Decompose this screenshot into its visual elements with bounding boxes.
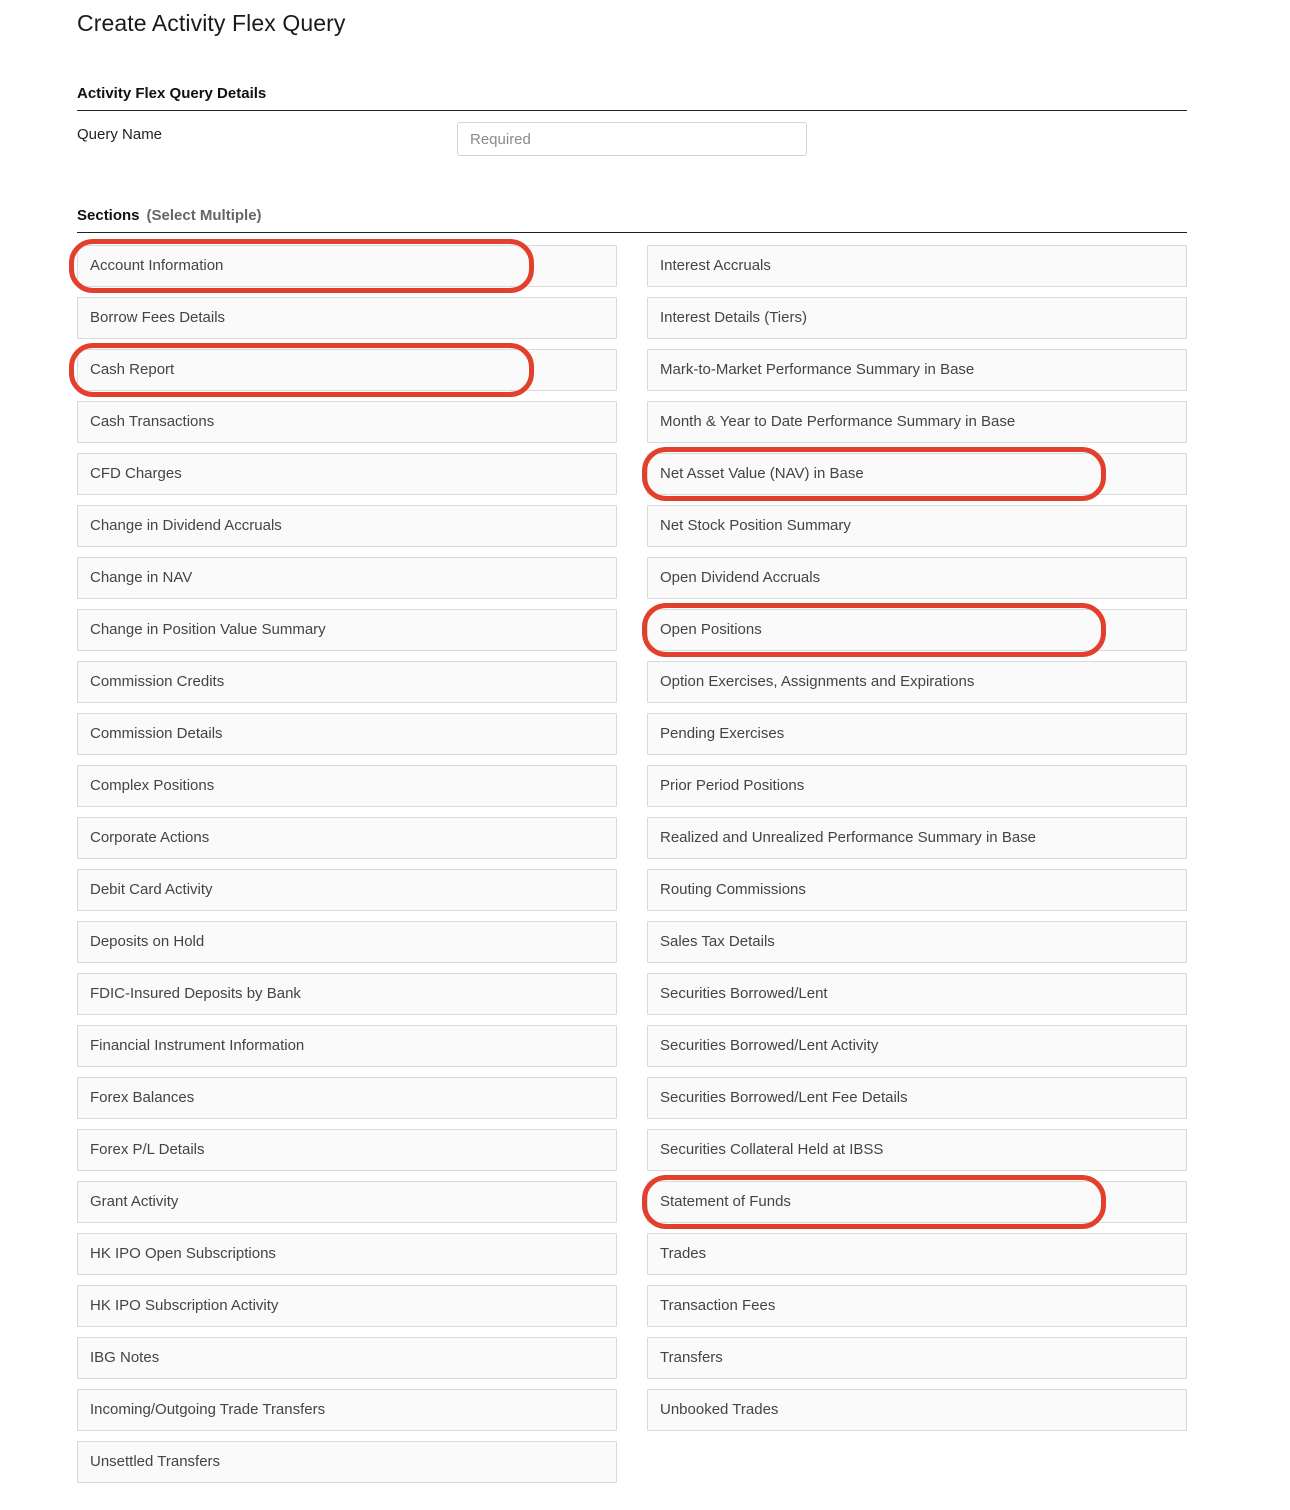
section-option-transfers[interactable]: Transfers bbox=[647, 1337, 1187, 1379]
section-option-grant-activity[interactable]: Grant Activity bbox=[77, 1181, 617, 1223]
section-option-sales-tax-details[interactable]: Sales Tax Details bbox=[647, 921, 1187, 963]
section-option-securities-borrowed-lent-activity[interactable]: Securities Borrowed/Lent Activity bbox=[647, 1025, 1187, 1067]
section-option-debit-card-activity[interactable]: Debit Card Activity bbox=[77, 869, 617, 911]
section-option-cash-transactions[interactable]: Cash Transactions bbox=[77, 401, 617, 443]
section-option-statement-of-funds[interactable]: Statement of Funds bbox=[647, 1181, 1187, 1223]
details-header-label: Activity Flex Query Details bbox=[77, 85, 267, 102]
section-option-securities-borrowed-lent-fee-details[interactable]: Securities Borrowed/Lent Fee Details bbox=[647, 1077, 1187, 1119]
section-option-open-dividend-accruals[interactable]: Open Dividend Accruals bbox=[647, 557, 1187, 599]
select-multiple-hint: (Select Multiple) bbox=[146, 207, 262, 224]
section-option-deposits-on-hold[interactable]: Deposits on Hold bbox=[77, 921, 617, 963]
sections-header-label: Sections bbox=[77, 207, 140, 224]
section-option-net-stock-position-summary[interactable]: Net Stock Position Summary bbox=[647, 505, 1187, 547]
section-option-routing-commissions[interactable]: Routing Commissions bbox=[647, 869, 1187, 911]
query-name-input[interactable] bbox=[457, 122, 807, 156]
section-option-complex-positions[interactable]: Complex Positions bbox=[77, 765, 617, 807]
section-option-forex-balances[interactable]: Forex Balances bbox=[77, 1077, 617, 1119]
sections-header bbox=[77, 207, 1187, 233]
section-option-interest-details-tiers[interactable]: Interest Details (Tiers) bbox=[647, 297, 1187, 339]
section-option-hk-ipo-subscription-activity[interactable]: HK IPO Subscription Activity bbox=[77, 1285, 617, 1327]
details-section-header bbox=[77, 85, 1187, 111]
section-option-cash-report[interactable]: Cash Report bbox=[77, 349, 617, 391]
section-option-unbooked-trades[interactable]: Unbooked Trades bbox=[647, 1389, 1187, 1431]
section-option-forex-p-l-details[interactable]: Forex P/L Details bbox=[77, 1129, 617, 1171]
section-option-change-in-dividend-accruals[interactable]: Change in Dividend Accruals bbox=[77, 505, 617, 547]
section-option-open-positions[interactable]: Open Positions bbox=[647, 609, 1187, 651]
section-option-securities-borrowed-lent[interactable]: Securities Borrowed/Lent bbox=[647, 973, 1187, 1015]
section-option-incoming-outgoing-trade-transfers[interactable]: Incoming/Outgoing Trade Transfers bbox=[77, 1389, 617, 1431]
section-option-change-in-position-value-summary[interactable]: Change in Position Value Summary bbox=[77, 609, 617, 651]
query-name-label: Query Name bbox=[77, 126, 163, 143]
section-option-ibg-notes[interactable]: IBG Notes bbox=[77, 1337, 617, 1379]
section-option-hk-ipo-open-subscriptions[interactable]: HK IPO Open Subscriptions bbox=[77, 1233, 617, 1275]
section-option-realized-and-unrealized-performance-summary-in-base[interactable]: Realized and Unrealized Performance Summary in Base bbox=[647, 817, 1187, 859]
page-title: Create Activity Flex Query bbox=[77, 10, 346, 36]
section-option-financial-instrument-information[interactable]: Financial Instrument Information bbox=[77, 1025, 617, 1067]
section-option-trades[interactable]: Trades bbox=[647, 1233, 1187, 1275]
sections-left-column bbox=[77, 245, 617, 1493]
section-option-option-exercises-assignments-and-expirations[interactable]: Option Exercises, Assignments and Expirations bbox=[647, 661, 1187, 703]
section-option-corporate-actions[interactable]: Corporate Actions bbox=[77, 817, 617, 859]
section-option-cfd-charges[interactable]: CFD Charges bbox=[77, 453, 617, 495]
section-option-commission-credits[interactable]: Commission Credits bbox=[77, 661, 617, 703]
section-option-prior-period-positions[interactable]: Prior Period Positions bbox=[647, 765, 1187, 807]
section-option-mark-to-market-performance-summary-in-base[interactable]: Mark-to-Market Performance Summary in Base bbox=[647, 349, 1187, 391]
section-option-change-in-nav[interactable]: Change in NAV bbox=[77, 557, 617, 599]
section-option-securities-collateral-held-at-ibss[interactable]: Securities Collateral Held at IBSS bbox=[647, 1129, 1187, 1171]
section-option-fdic-insured-deposits-by-bank[interactable]: FDIC-Insured Deposits by Bank bbox=[77, 973, 617, 1015]
section-option-unsettled-transfers[interactable]: Unsettled Transfers bbox=[77, 1441, 617, 1483]
section-option-interest-accruals[interactable]: Interest Accruals bbox=[647, 245, 1187, 287]
section-option-pending-exercises[interactable]: Pending Exercises bbox=[647, 713, 1187, 755]
section-option-month-year-to-date-performance-summary-in-base[interactable]: Month & Year to Date Performance Summary in Base bbox=[647, 401, 1187, 443]
section-option-borrow-fees-details[interactable]: Borrow Fees Details bbox=[77, 297, 617, 339]
section-option-transaction-fees[interactable]: Transaction Fees bbox=[647, 1285, 1187, 1327]
sections-right-column bbox=[647, 245, 1187, 1441]
section-option-commission-details[interactable]: Commission Details bbox=[77, 713, 617, 755]
section-option-account-information[interactable]: Account Information bbox=[77, 245, 617, 287]
section-option-net-asset-value-nav-in-base[interactable]: Net Asset Value (NAV) in Base bbox=[647, 453, 1187, 495]
